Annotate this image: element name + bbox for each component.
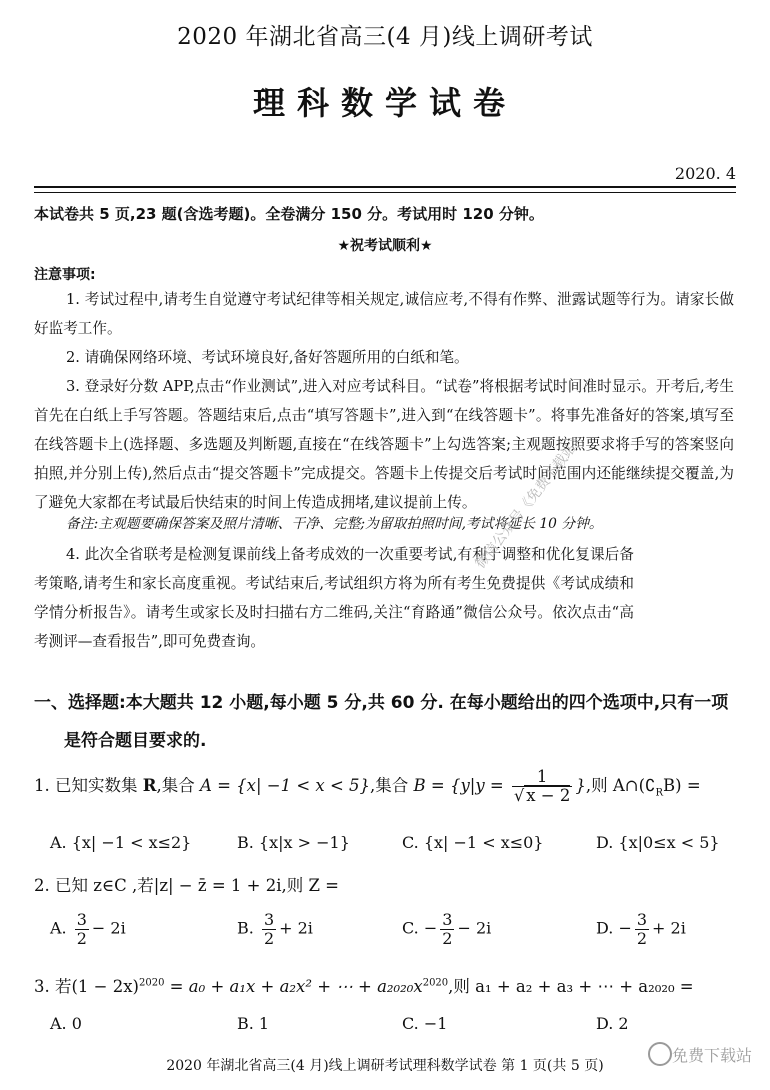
q2-option-a: A. $\frac{3}{2}$ − 2i [50,910,126,948]
note-item-3: 3. 登录好分数 APP,点击“作业测试”,进入对应考试科目。“试卷”将根据考试时间准时显示。开考后,考生首先在白纸上手写答题。答题结束后,点击“填写答题卡”,进入到“在线答题卡”。将事先准备好的答案,填写至在线答题卡上(选择题、多选题及判断题,直接在“在线答题卡”上勾选答案;主观题按照要求将手写的答案竖向拍照,并分别上传),然后点击“提交答题卡”完成提交。答题卡上传提交后考试时间范围内还能继续提交覆盖,为了避免大家都在考试最后快结束的时间上传造成拥堵,建议提前上传。 [34,378,734,511]
note-item-4: 4. 此次全省联考是检测复课前线上备考成效的一次重要考试,有利于调整和优化复课后备考策略,请考生和家长高度重视。考试结束后,考试组织方将为所有考生免费提供《考试成绩和学情分析报告》。请考生或家长及时扫描右方二维码,关注“育路通”微信公众号。依次点击“高考测评—查看报告”,即可免费查询。 [34,546,634,650]
q1-option-c: C. {x| −1 < x≤0} [402,833,544,852]
page-footer: 2020 年湖北省高三(4 月)线上调研考试理科数学试卷 第 1 页(共 5 页) [166,1058,604,1074]
exam-subtitle: 理科数学试卷 [252,84,517,122]
q1-option-d: D. {x|0≤x < 5} [596,833,720,852]
question-3-stem: 3. 若$(1 - 2x)^{2020} = a_0 + a_1x + a_2x^2$ + ⋯ + $a_{2020}x^{2020}$,则 a₁ + a₂ + a₃ + ⋯ + a₂₀₂₀ = [34,977,694,996]
exam-intro: 本试卷共 5 页,23 题(含选考题)。全卷满分 150 分。考试用时 120 分钟。 [34,205,544,223]
exam-date: 2020. 4 [674,164,736,183]
question-1-stem: 1. 已知实数集 R,集合 A = {x| −1 < x < 5},集合 B = {y|y = $\frac{1}{√ x - 2}$ },则 $A\cap(∁_RB)$ = [34,767,701,806]
blessing: ★祝考试顺利★ [337,238,433,254]
exam-title: 2020 年湖北省高三(4 月)线上调研考试 [177,24,593,50]
q1-option-b: B. {x|x > −1} [237,833,350,852]
wechat-logo-icon [648,1042,672,1066]
q3-option-b: B. 1 [237,1014,270,1033]
section-1-heading-cont: 是符合题目要求的. [64,731,207,751]
q2-option-b: B. $\frac{3}{2}$ + 2i [237,910,313,948]
section-1-heading: 一、选择题:本大题共 12 小题,每小题 5 分,共 60 分. 在每小题给出的四个选项中,只有一项 [34,693,729,713]
question-2-stem: 2. 已知 z∈C ,若|z| − z̄ = 1 + 2i,则 Z = [34,876,340,895]
corner-watermark: 免费下载站 [672,1046,753,1065]
diagonal-watermark: 微信公众号《免费下载站》 [472,429,589,572]
q1-option-a: A. {x| −1 < x≤2} [50,833,192,852]
q3-option-a: A. 0 [50,1014,82,1033]
notes-heading: 注意事项: [34,267,96,283]
note-item-2: 2. 请确保网络环境、考试环境良好,备好答题所用的白纸和笔。 [66,349,469,366]
fraction: $\frac{1}{√ x - 2}$ [514,767,571,806]
q3-option-d: D. 2 [596,1014,629,1033]
q3-option-c: C. −1 [402,1014,448,1033]
q2-option-c: C. − $\frac{3}{2}$ − 2i [402,910,492,948]
note-item-1: 1. 考试过程中,请考生自觉遵守考试纪律等相关规定,诚信应考,不得有作弊、泄露试题等行为。请家长做好监考工作。 [34,291,734,337]
q2-option-d: D. − $\frac{3}{2}$ + 2i [596,910,686,948]
header-divider-thick [34,186,736,188]
note-remark: 备注:主观题要确保答案及照片清晰、干净、完整;为留取拍照时间,考试将延长 10 分钟。 [66,516,603,532]
header-divider-thin [34,192,736,193]
